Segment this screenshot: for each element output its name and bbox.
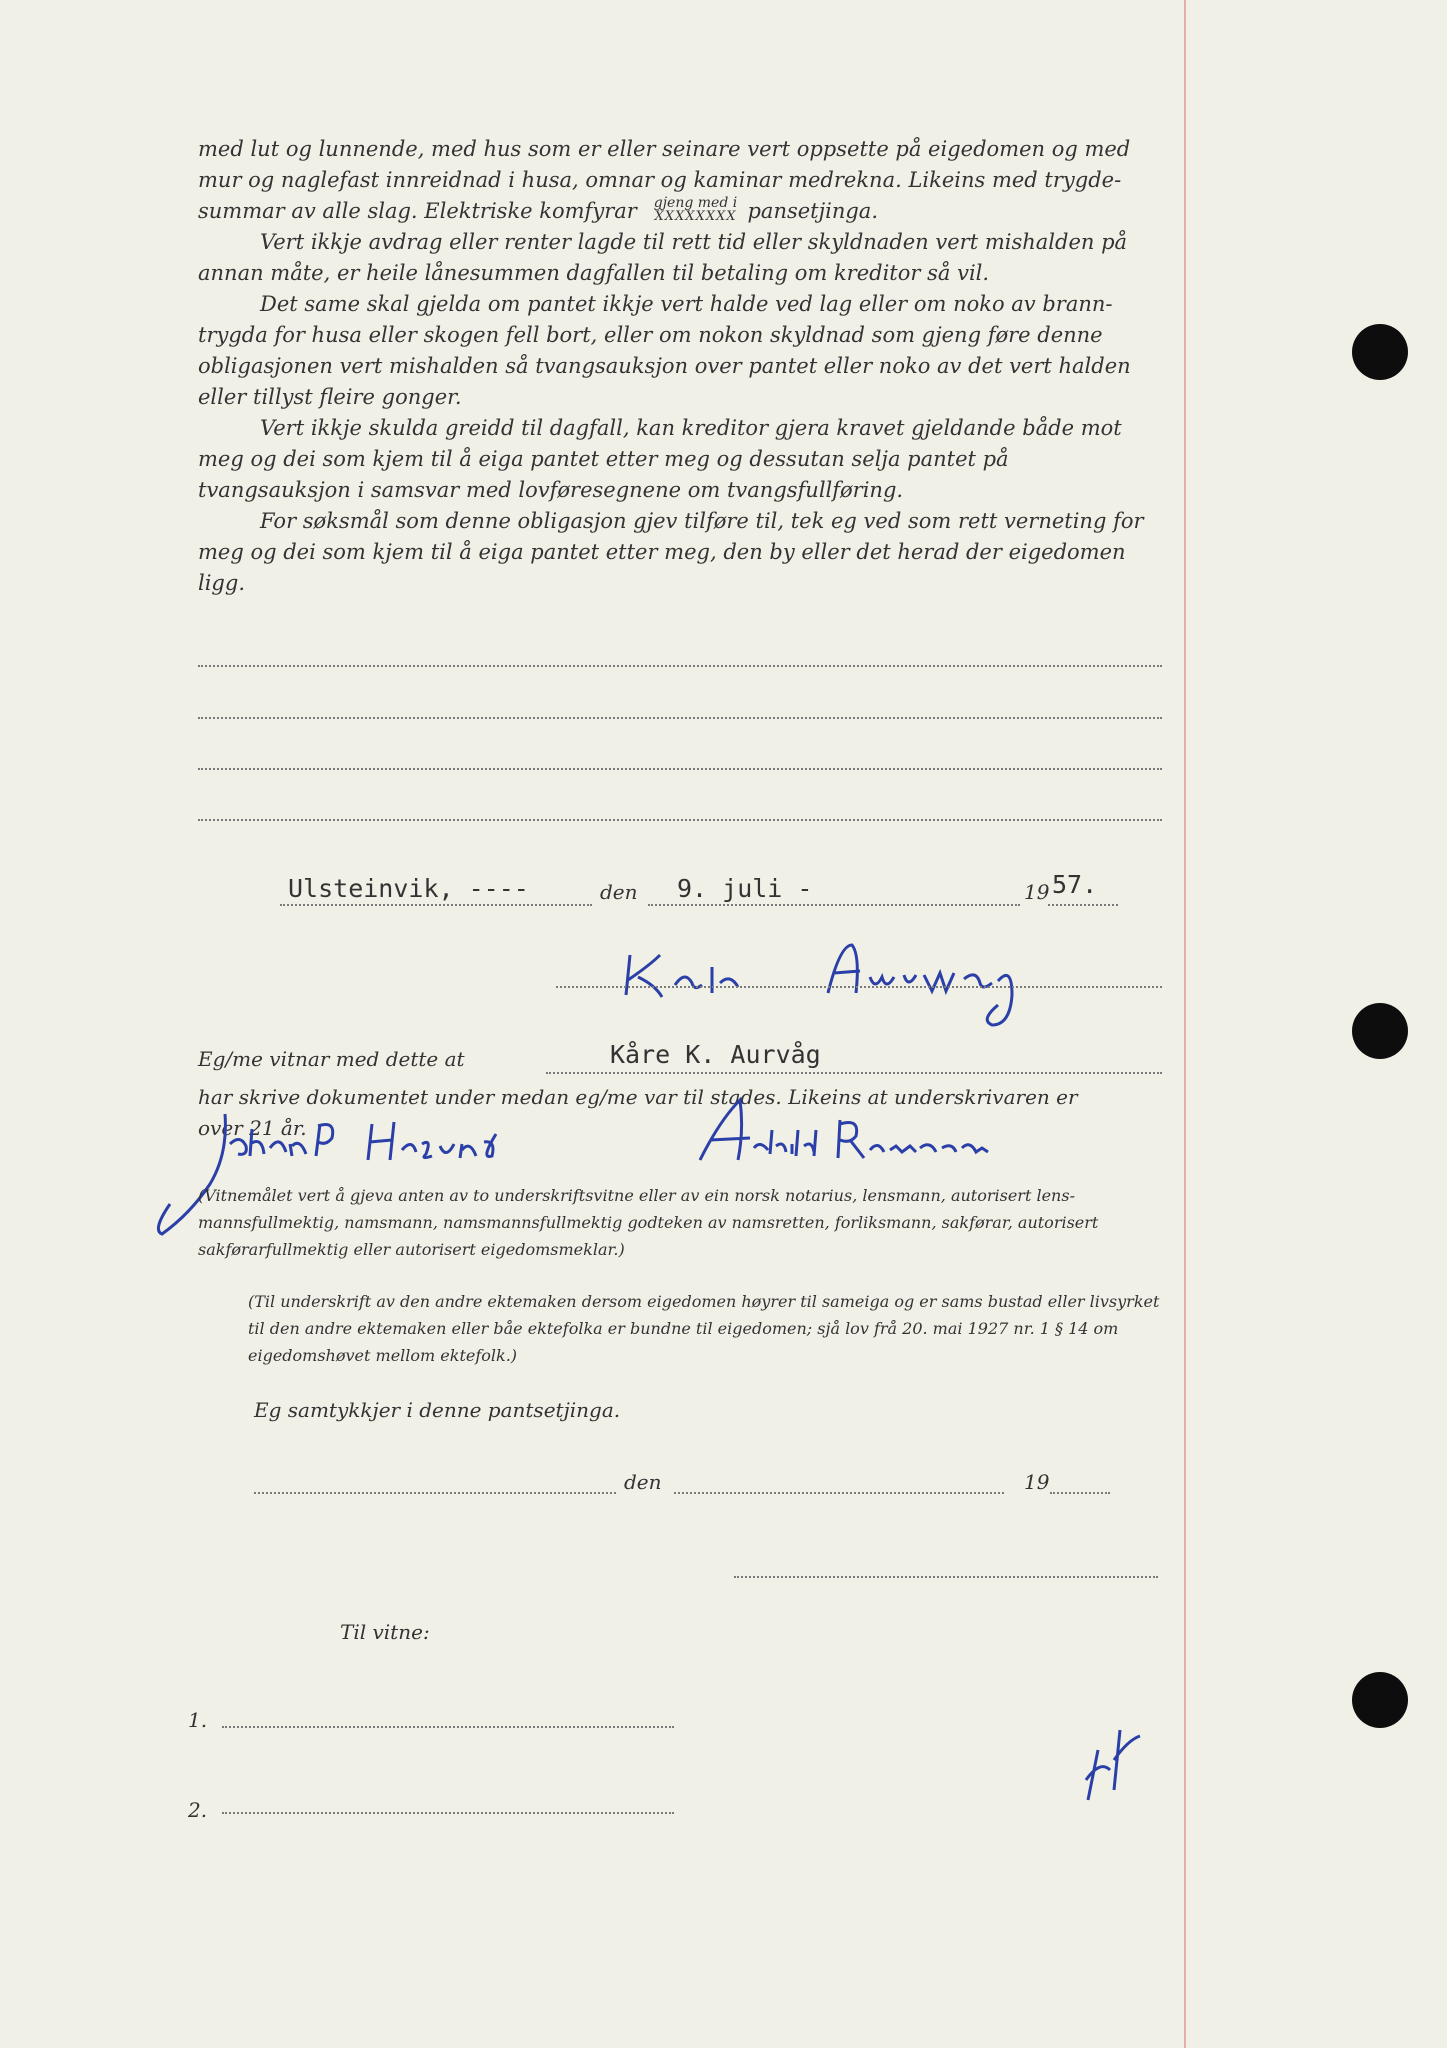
consent-date-line	[674, 1492, 1004, 1494]
body-paragraphs	[198, 134, 1168, 599]
place-name: Ulsteinvik, ----	[288, 874, 529, 903]
consent-den-label: den	[624, 1470, 662, 1494]
witness-1-line	[222, 1726, 674, 1728]
witness-note: (Vitnemålet vert å gjeva anten av to underskriftsvitne eller av ein norsk notarius, lensmann, autorisert lens-mannsfullmektig, namsmann, namsmannsfullmektig godteken av namsretten, forliksmann, sakførar, autorisert sakførarfullmektig eller autorisert eigedomsmeklar.)	[198, 1186, 1099, 1259]
handwritten-insertion: gjeng med i XXXXXXXX	[653, 195, 738, 224]
paragraph-4: Vert ikkje skulda greidd til dagfall, kan kreditor gjera kravet gjeldande både mot meg og dei som kjem til å eiga pantet etter meg og dessutan selja pantet på tvangsauksjon i samsvar med lovføresegnene om tvangsfullføring.	[198, 416, 1122, 502]
margin-rule	[1184, 0, 1186, 2048]
witness-line-3: over 21 år.	[198, 1116, 307, 1140]
witness-number-2: 2.	[188, 1798, 208, 1822]
date-underline	[648, 904, 1020, 906]
consent-statement: Eg samtykkjer i denne pantsetjinga.	[254, 1398, 621, 1422]
consent-signature-line	[734, 1576, 1158, 1578]
punch-hole-middle	[1352, 1003, 1408, 1059]
spouse-note: (Til underskrift av den andre ektemaken dersom eigedomen høyrer til sameiga og er sams bustad eller livsyrket til den andre ektemaken eller båe ektefolka er bundne til eigedomen; sjå lov frå 20. mai 1927 nr. 1 § 14 om eigedomshøvet mellom ektefolk.)	[248, 1292, 1160, 1365]
blank-line-4	[198, 819, 1162, 821]
signature-line	[556, 986, 1162, 988]
punch-hole-top	[1352, 324, 1408, 380]
year-prefix: 19	[1024, 880, 1050, 904]
consent-year-line	[1050, 1492, 1110, 1494]
blank-line-3	[198, 768, 1162, 770]
paragraph-2: Vert ikkje avdrag eller renter lagde til rett tid eller skyldnaden vert mishalden på annan måte, er heile lånesummen dagfallen til betaling om kreditor så vil.	[198, 230, 1128, 285]
blank-line-1	[198, 665, 1162, 667]
year-underline	[1048, 904, 1118, 906]
margin-initials	[1080, 1720, 1160, 1810]
witness-2-line	[222, 1812, 674, 1814]
signer-name-underline	[546, 1072, 1162, 1074]
paragraph-1: med lut og lunnende, med hus som er eller seinare vert oppsette på eigedomen og med mur og naglefast innreidnad i husa, omnar og kaminar medrekna. Likeins med trygde-summar av alle slag. Elektriske komfyrar gjeng med i XXXXXXXX pansetjinga.	[198, 137, 1131, 224]
place-underline	[280, 904, 592, 906]
punch-hole-bottom	[1352, 1672, 1408, 1728]
witness-intro: Eg/me vitnar med dette at	[198, 1047, 465, 1071]
witness-2-signature	[680, 1090, 1080, 1170]
blank-line-2	[198, 717, 1162, 719]
den-label: den	[600, 880, 638, 904]
witness-line-2: har skrive dokumentet under medan eg/me var til stades. Likeins at underskrivaren er	[198, 1085, 1078, 1109]
witness-number-1: 1.	[188, 1708, 208, 1732]
consent-place-line	[254, 1492, 616, 1494]
signer-typed-name: Kåre K. Aurvåg	[610, 1040, 821, 1069]
paragraph-3: Det same skal gjelda om pantet ikkje vert halde ved lag eller om noko av brann-trygda for husa eller skogen fell bort, eller om nokon skyldnad som gjeng føre denne obligasjonen vert mishalden så tvangsauksjon over pantet eller noko av det vert halden eller tillyst fleire gonger.	[198, 292, 1131, 409]
paragraph-5: For søksmål som denne obligasjon gjev tilføre til, tek eg ved som rett verneting for meg og dei som kjem til å eiga pantet etter meg, den by eller det herad der eigedomen ligg.	[198, 509, 1144, 595]
til-vitne-label: Til vitne:	[340, 1620, 430, 1644]
year-suffix: 57.	[1052, 870, 1098, 899]
date-value: 9. juli -	[677, 874, 813, 903]
signer-signature	[620, 925, 1070, 1035]
consent-year-prefix: 19	[1024, 1470, 1050, 1494]
